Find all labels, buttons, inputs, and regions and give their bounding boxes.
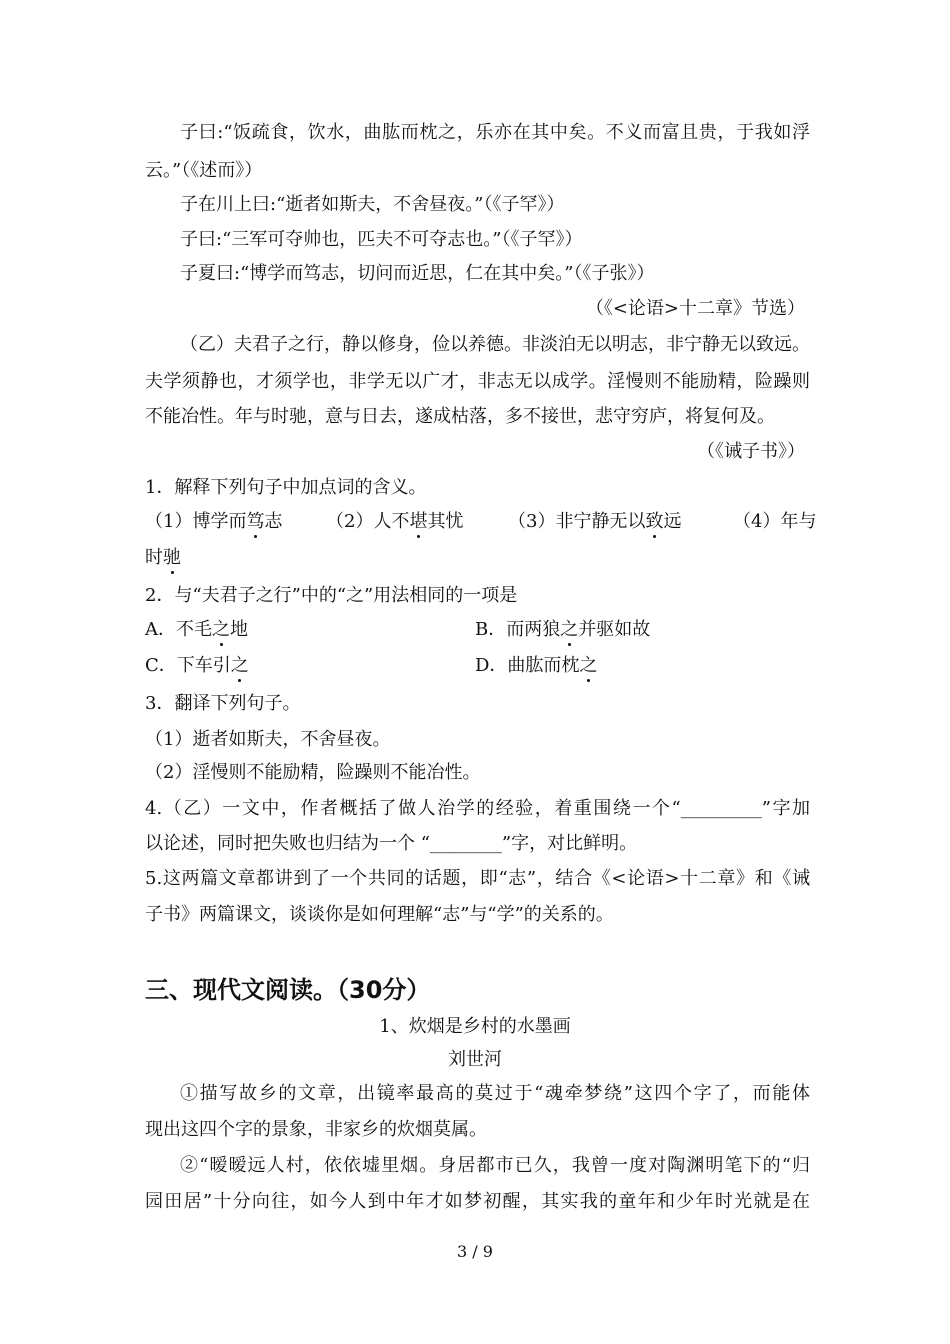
question-1-item-1: （1）博学而笃志 (145, 511, 283, 532)
passage-jia-line-1: 子曰:“饭疏食，饮水，曲肱而枕之，乐亦在其中矣。不义而富且贵，于我如浮 (180, 122, 810, 143)
question-4-line-2: 以论述，同时把失败也归结为一个 “________”字，对比鲜明。 (145, 833, 638, 854)
question-1-item-3: （3）非宁静无以致远 (508, 511, 682, 532)
question-2-stem: 2．与“夫君子之行”中的“之”用法相同的一项是 (145, 585, 518, 606)
passage-jia-line-2: 云。”（《述而》） (145, 160, 263, 181)
question-4-line-1: 4.（乙）一文中，作者概括了做人治学的经验，着重围绕一个“_________”字加 (145, 798, 810, 819)
passage-jia-source: （《<论语>十二章》节选） (585, 298, 805, 319)
section-3-heading: 三、现代文阅读。（30分） (145, 976, 431, 1004)
question-5-line-2: 子书》两篇课文，谈谈你是如何理解“志”与“学”的关系的。 (145, 904, 614, 925)
question-1-stem: 1．解释下列句子中加点词的含义。 (145, 477, 427, 498)
passage-jia-line-3: 子在川上曰:“逝者如斯夫，不舍昼夜。”（《子罕》） (180, 194, 565, 215)
passage-yi-line-1: （乙）夫君子之行，静以修身，俭以养德。非淡泊无以明志，非宁静无以致远。 (180, 334, 810, 355)
question-1-item-2: （2）人不堪其忧 (326, 511, 464, 532)
passage-yi-line-2: 夫学须静也，才须学也，非学无以广才，非志无以成学。淫慢则不能励精，险躁则 (145, 371, 810, 392)
passage-yi-source: （《诫子书》） (697, 441, 805, 462)
question-2-option-c: C．下车引之 (145, 655, 249, 676)
article-paragraph-1-line-2: 现出这四个字的景象，非家乡的炊烟莫属。 (145, 1119, 487, 1140)
page-number: 3 / 9 (457, 1242, 493, 1261)
question-2-option-b: B．而两狼之并驱如故 (475, 619, 651, 640)
question-5-line-1: 5.这两篇文章都讲到了一个共同的话题，即“志”，结合《<论语>十二章》和《诫 (145, 868, 810, 889)
article-author: 刘世河 (448, 1049, 502, 1070)
question-3-stem: 3．翻译下列句子。 (145, 693, 301, 714)
question-2-option-d: D．曲肱而枕之 (475, 655, 598, 676)
article-paragraph-1-line-1: ①描写故乡的文章，出镜率最高的莫过于“魂牵梦绕”这四个字了，而能体 (180, 1083, 810, 1104)
question-3-sentence-2: （2）淫慢则不能励精，险躁则不能冶性。 (145, 762, 481, 783)
article-paragraph-2-line-2: 园田居”十分向往，如今人到中年才如梦初醒，其实我的童年和少年时光就是在 (145, 1191, 810, 1212)
passage-jia-line-5: 子夏曰:“博学而笃志，切问而近思，仁在其中矣。”（《子张》） (180, 263, 655, 284)
passage-jia-line-4: 子曰:“三军可夺帅也，匹夫不可夺志也。”（《子罕》） (180, 229, 583, 250)
question-3-sentence-1: （1）逝者如斯夫，不舍昼夜。 (145, 729, 391, 750)
question-1-item-4-continued: 时驰 (145, 547, 181, 568)
article-title: 1、炊烟是乡村的水墨画 (379, 1016, 571, 1037)
question-2-option-a: A．不毛之地 (145, 619, 248, 640)
passage-yi-line-3: 不能冶性。年与时驰，意与日去，遂成枯落，多不接世，悲守穷庐，将复何及。 (145, 406, 775, 427)
article-paragraph-2-line-1: ②“暧暧远人村，依依墟里烟。身居都市已久，我曾一度对陶渊明笔下的“归 (180, 1155, 810, 1176)
question-1-item-4: （4）年与 (733, 511, 817, 532)
